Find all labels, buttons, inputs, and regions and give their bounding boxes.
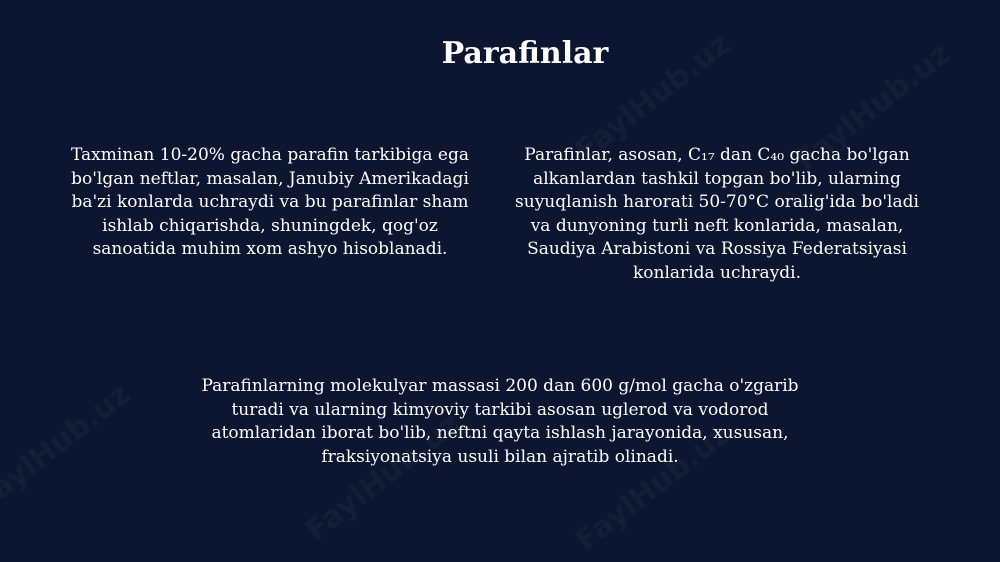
watermark-text xyxy=(0,376,137,518)
slide-title: Parafinlar xyxy=(441,36,609,71)
paragraph-right: Parafinlar, asosan, C₁₇ dan C₄₀ gacha bo'lgan alkanlardan tashkil topgan bo'lib, ularning suyuqlanish harorati 50-70°C oralig'ida bo'ladi va dunyoning turli neft konlarida, masalan, Saudiya Arabistoni va Rossiya Federatsiyasi konlarida uchraydi. xyxy=(515,145,919,283)
paragraph-bottom: Parafinlarning molekulyar massasi 200 dan 600 g/mol gacha o'zgarib turadi va ularning kimyoviy tarkibi asosan uglerod va vodorod atomlaridan iborat bo'lib, neftni qayta ishlash jarayonida, xususan, fraksiyonatsiya usuli bilan ajratib olinadi. xyxy=(201,376,799,467)
paragraph-left: Taxminan 10-20% gacha parafin tarkibiga ega bo'lgan neftlar, masalan, Janubiy Amerikadagi ba'zi konlarda uchraydi va bu parafinlar sham ishlab chiqarishda, shuningdek, qog'oz sanoatida muhim xom ashyo hisoblanadi. xyxy=(71,145,469,259)
